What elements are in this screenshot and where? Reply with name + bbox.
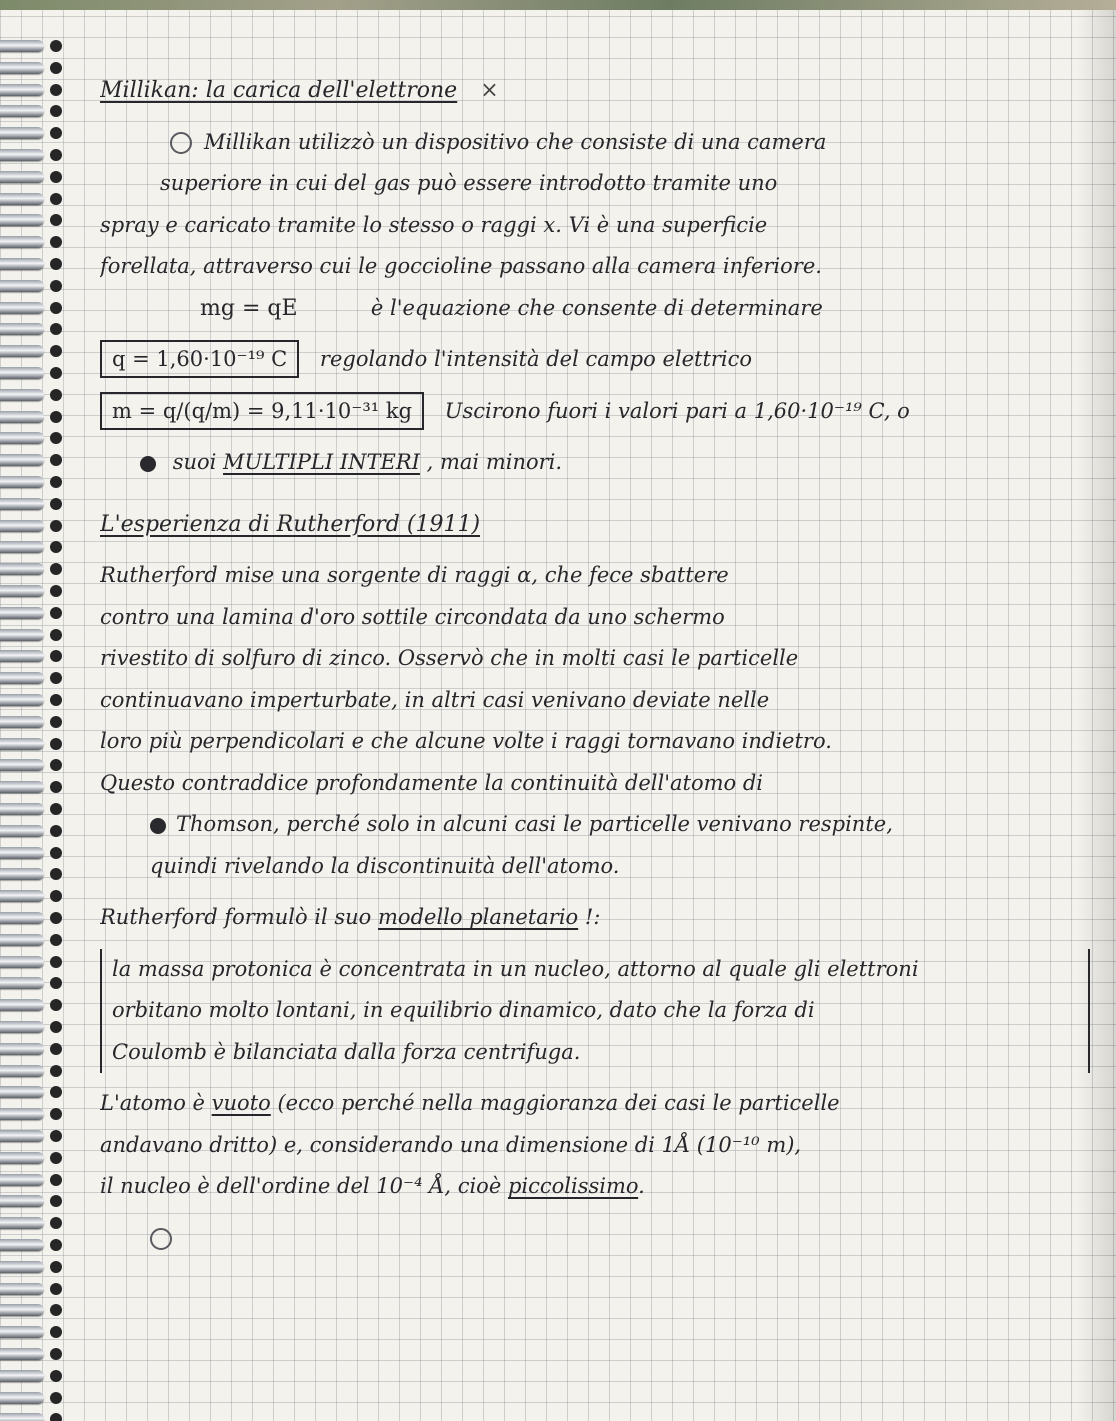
spiral-ring (0, 694, 44, 706)
binding-hole (50, 411, 62, 423)
binding-hole (50, 40, 62, 52)
binding-hole (50, 498, 62, 510)
millikan-line-4: forellata, attraverso cui le goccioline passano alla camera inferiore. (100, 254, 822, 278)
binding-hole (50, 127, 62, 139)
rutherford-line-2: contro una lamina d'oro sottile circondata da uno schermo (100, 604, 725, 629)
spiral-ring (0, 1304, 44, 1316)
spiral-ring (0, 1261, 44, 1273)
binding-hole (50, 214, 62, 226)
binding-hole (50, 1065, 62, 1077)
rutherford-line-5: loro più perpendicolari e che alcune volte i raggi tornavano indietro. (100, 729, 832, 753)
spiral-ring (0, 1174, 44, 1186)
spiral-ring (0, 1217, 44, 1229)
binding-hole (50, 105, 62, 117)
multiples-row: suoi MULTIPLI INTERI , mai minori. (100, 442, 1090, 484)
spiral-ring (0, 1065, 44, 1077)
binding-hole (50, 1413, 62, 1421)
binding-hole (50, 1392, 62, 1404)
binding-hole (50, 890, 62, 902)
binding-hole (50, 62, 62, 74)
spiral-ring (0, 716, 44, 728)
hole-punch-icon (150, 1228, 172, 1250)
spiral-ring (0, 127, 44, 139)
hole-punch-icon (140, 456, 156, 472)
binding-hole (50, 1130, 62, 1142)
spiral-ring (0, 84, 44, 96)
spiral-ring (0, 585, 44, 597)
binding-hole (50, 1304, 62, 1316)
binding-hole (50, 1108, 62, 1120)
spiral-ring (0, 934, 44, 946)
spiral-ring (0, 149, 44, 161)
rutherford-line-7: Thomson, perché solo in alcuni casi le particelle venivano respinte, (100, 804, 1090, 846)
spiral-ring (0, 847, 44, 859)
spiral-ring (0, 367, 44, 379)
binding-hole (50, 912, 62, 924)
binding-hole (50, 258, 62, 270)
spiral-ring (0, 40, 44, 52)
binding-hole (50, 432, 62, 444)
spiral-ring (0, 214, 44, 226)
model-line-2: orbitano molto lontani, in equilibrio dinamico, dato che la forza di (112, 998, 815, 1022)
spiral-ring (0, 999, 44, 1011)
spiral-ring (0, 868, 44, 880)
void-line-2: andavano dritto) e, considerando una dimensione di 1Å (10⁻¹⁰ m), (100, 1132, 802, 1157)
mass-row: m = q/(q/m) = 9,11·10⁻³¹ kg Uscirono fuori i valori pari a 1,60·10⁻¹⁹ C, o (100, 391, 1090, 433)
binding-hole (50, 956, 62, 968)
binding-hole (50, 1283, 62, 1295)
spiral-ring (0, 1086, 44, 1098)
bottom-hole-row (100, 1218, 1090, 1260)
binding-hole (50, 236, 62, 248)
section-title-millikan: Millikan: la carica dell'elettrone × (100, 78, 499, 103)
spiral-ring (0, 912, 44, 924)
spiral-ring (0, 1239, 44, 1251)
binding-hole (50, 323, 62, 335)
binding-hole (50, 999, 62, 1011)
rutherford-line-1: Rutherford mise una sorgente di raggi α, che fece sbattere (100, 563, 729, 587)
spiral-ring (0, 1043, 44, 1055)
section-title-rutherford: L'esperienza di Rutherford (1911) (100, 511, 481, 537)
spiral-ring (0, 1370, 44, 1382)
equation-mg-qe: mg = qE (200, 295, 298, 321)
spiral-ring (0, 1413, 44, 1421)
binding-hole (50, 280, 62, 292)
binding-hole (50, 1043, 62, 1055)
binding-hole (50, 759, 62, 771)
notebook-page (0, 10, 1116, 1421)
spiral-ring (0, 781, 44, 793)
binding-hole (50, 716, 62, 728)
spiral-ring (0, 1152, 44, 1164)
hole-punch-icon (170, 132, 192, 154)
binding-hole (50, 1348, 62, 1360)
spiral-ring (0, 650, 44, 662)
spiral-ring (0, 541, 44, 553)
spiral-ring (0, 1283, 44, 1295)
spiral-ring (0, 1348, 44, 1360)
binding-hole (50, 934, 62, 946)
spiral-ring (0, 520, 44, 532)
model-line-3: Coulomb è bilanciata dalla forza centrifuga. (112, 1039, 581, 1064)
mass-box: m = q/(q/m) = 9,11·10⁻³¹ kg (100, 392, 424, 430)
binding-hole (50, 1239, 62, 1251)
binding-hole (50, 868, 62, 880)
equation-row-1: mg = qE è l'equazione che consente di determinare (200, 295, 823, 321)
binding-hole (50, 738, 62, 750)
binding-hole (50, 1261, 62, 1273)
binding-hole (50, 84, 62, 96)
spiral-ring (0, 193, 44, 205)
binding-hole (50, 1326, 62, 1338)
spiral-ring (0, 1130, 44, 1142)
spiral-ring (0, 411, 44, 423)
spiral-ring (0, 323, 44, 335)
millikan-line-1: Millikan utilizzò un dispositivo che consiste di una camera (100, 122, 1090, 164)
spiral-ring (0, 236, 44, 248)
hole-punch-icon (150, 818, 166, 834)
handwritten-notes (100, 70, 1090, 1400)
rutherford-line-3: rivestito di solfuro di zinco. Osservò che in molti casi le particelle (100, 646, 799, 670)
spiral-ring (0, 629, 44, 641)
binding-hole (50, 302, 62, 314)
binding-hole (50, 171, 62, 183)
binding-hole (50, 367, 62, 379)
spiral-ring (0, 498, 44, 510)
binding-hole (50, 977, 62, 989)
binding-hole (50, 694, 62, 706)
binding-hole (50, 1174, 62, 1186)
charge-box: q = 1,60·10⁻¹⁹ C (100, 340, 299, 378)
binding-hole (50, 607, 62, 619)
millikan-line-2: superiore in cui del gas può essere introdotto tramite uno (160, 171, 778, 195)
binding-hole (50, 1152, 62, 1164)
void-line-3: il nucleo è dell'ordine del 10⁻⁴ Å, cioè piccolissimo. (100, 1174, 645, 1198)
binding-hole (50, 1021, 62, 1033)
binding-hole (50, 345, 62, 357)
planetary-model-box (100, 949, 1090, 1074)
spiral-ring (0, 345, 44, 357)
spiral-ring (0, 476, 44, 488)
binding-hole (50, 672, 62, 684)
binding-hole (50, 541, 62, 553)
binding-hole (50, 650, 62, 662)
spiral-ring (0, 759, 44, 771)
binding-hole (50, 585, 62, 597)
spiral-ring (0, 258, 44, 270)
binding-hole (50, 389, 62, 401)
spiral-ring (0, 563, 44, 575)
binding-hole (50, 847, 62, 859)
rutherford-line-4: continuavano imperturbate, in altri casi venivano deviate nelle (100, 687, 770, 712)
binding-hole (50, 1370, 62, 1382)
binding-hole (50, 149, 62, 161)
model-row: Rutherford formulò il suo modello planetario !: (100, 905, 601, 929)
spiral-ring (0, 1326, 44, 1338)
spiral-ring (0, 1108, 44, 1120)
spiral-ring (0, 672, 44, 684)
millikan-line-3: spray e caricato tramite lo stesso o raggi x. Vi è una superficie (100, 212, 768, 237)
spiral-ring (0, 890, 44, 902)
spiral-ring (0, 956, 44, 968)
binding-hole (50, 629, 62, 641)
cross-mark: × (480, 78, 499, 103)
model-line-1: la massa protonica è concentrata in un nucleo, attorno al quale gli elettroni (112, 956, 919, 981)
binding-hole (50, 825, 62, 837)
charge-row: q = 1,60·10⁻¹⁹ C regolando l'intensità del campo elettrico (100, 339, 1090, 381)
binding-hole (50, 1195, 62, 1207)
rutherford-line-6: Questo contraddice profondamente la continuità dell'atomo di (100, 770, 763, 795)
spiral-ring (0, 1021, 44, 1033)
spiral-ring (0, 432, 44, 444)
binding-hole (50, 454, 62, 466)
binding-hole (50, 476, 62, 488)
binding-hole (50, 1086, 62, 1098)
spiral-ring (0, 454, 44, 466)
spiral-ring (0, 977, 44, 989)
spiral-ring (0, 171, 44, 183)
spiral-ring (0, 1392, 44, 1404)
spiral-ring (0, 825, 44, 837)
spiral-ring (0, 738, 44, 750)
rutherford-line-8: quindi rivelando la discontinuità dell'atomo. (150, 853, 620, 878)
binding-hole (50, 520, 62, 532)
binding-hole (50, 193, 62, 205)
spiral-ring (0, 803, 44, 815)
binding-hole (50, 803, 62, 815)
spiral-ring (0, 607, 44, 619)
spiral-binding (0, 10, 80, 1421)
spiral-ring (0, 105, 44, 117)
binding-hole (50, 1217, 62, 1229)
binding-hole (50, 563, 62, 575)
spiral-ring (0, 280, 44, 292)
spiral-ring (0, 389, 44, 401)
spiral-ring (0, 302, 44, 314)
void-line-1: L'atomo è vuoto (ecco perché nella maggioranza dei casi le particelle (100, 1091, 840, 1115)
binding-hole (50, 781, 62, 793)
spiral-ring (0, 1195, 44, 1207)
spiral-ring (0, 62, 44, 74)
